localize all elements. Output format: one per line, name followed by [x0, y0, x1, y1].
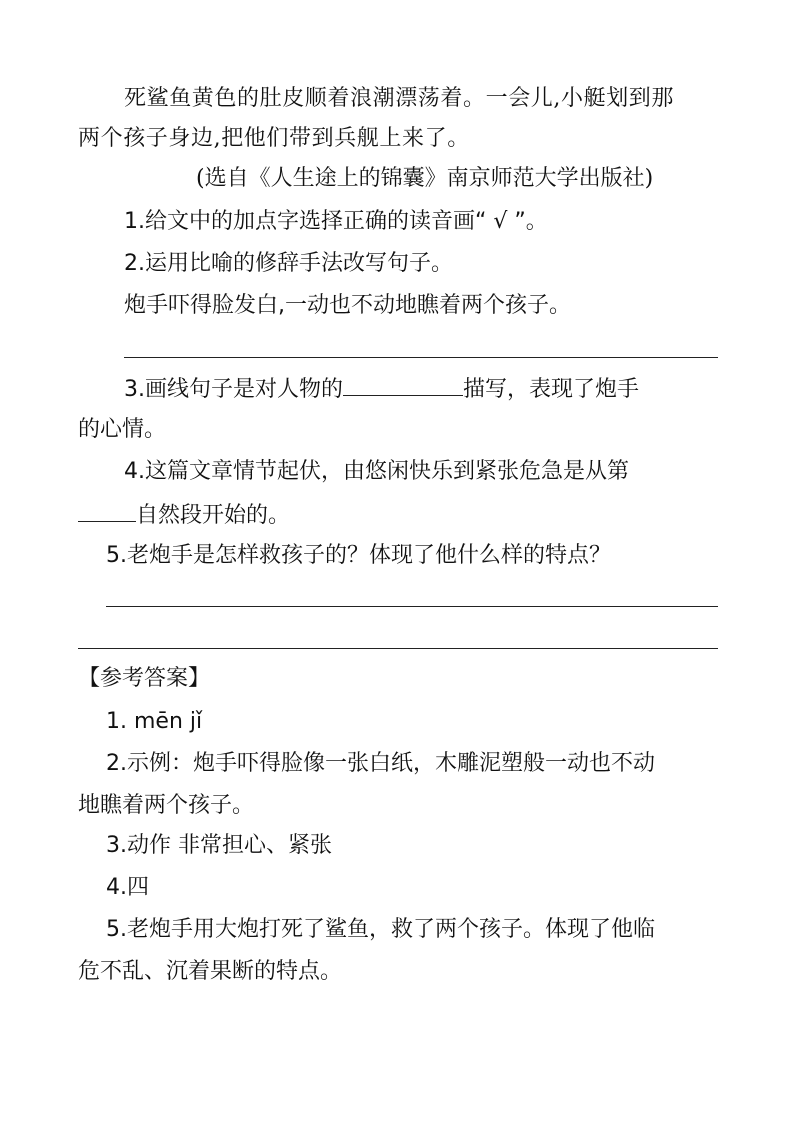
question-2-sentence: 炮手吓得脸发白,一动也不动地瞧着两个孩子。: [124, 293, 571, 318]
question-3-part-b: 描写，表现了炮手: [463, 377, 640, 402]
question-3-part-c: 的心情。: [78, 417, 167, 442]
answer-1: 1. mēn jǐ: [106, 709, 203, 734]
question-3-part-a: 3.画线句子是对人物的: [124, 377, 343, 402]
answers-heading: 【参考答案】: [78, 666, 211, 691]
blank-q4[interactable]: [78, 499, 136, 522]
answer-line-q5-1[interactable]: [106, 606, 718, 607]
answer-3: 3.动作 非常担心、紧张: [106, 833, 332, 858]
answer-5-line-2: 危不乱、沉着果断的特点。: [78, 959, 343, 984]
passage-source: (选自《人生途上的锦囊》南京师范大学出版社): [196, 166, 654, 191]
passage-line-1: 死鲨鱼黄色的肚皮顺着浪潮漂荡着。一会儿,小艇划到那: [124, 86, 674, 111]
answer-5-line-1: 5.老炮手用大炮打死了鲨鱼，救了两个孩子。体现了他临: [106, 917, 655, 942]
answer-2-line-1: 2.示例：炮手吓得脸像一张白纸，木雕泥塑般一动也不动: [106, 751, 655, 776]
question-4-line-2: [78, 499, 290, 531]
passage-line-2: 两个孩子身边,把他们带到兵舰上来了。: [78, 126, 470, 151]
question-2: 2.运用比喻的修辞手法改写句子。: [124, 251, 453, 276]
answer-2-line-2: 地瞧着两个孩子。: [78, 793, 255, 818]
answer-line-q5-2[interactable]: [78, 648, 718, 649]
question-4-line-1: 4.这篇文章情节起伏，由悠闲快乐到紧张危急是从第: [124, 459, 629, 484]
answer-line-q2[interactable]: [124, 357, 718, 358]
question-3-line-1: [124, 373, 639, 405]
blank-q3[interactable]: [343, 373, 463, 396]
question-4-part-b: 自然段开始的。: [136, 503, 291, 528]
question-5: 5.老炮手是怎样救孩子的？体现了他什么样的特点？: [106, 543, 611, 568]
question-1: 1.给文中的加点字选择正确的读音画“ √ ”。: [124, 209, 548, 234]
answer-4: 4.四: [106, 875, 149, 900]
